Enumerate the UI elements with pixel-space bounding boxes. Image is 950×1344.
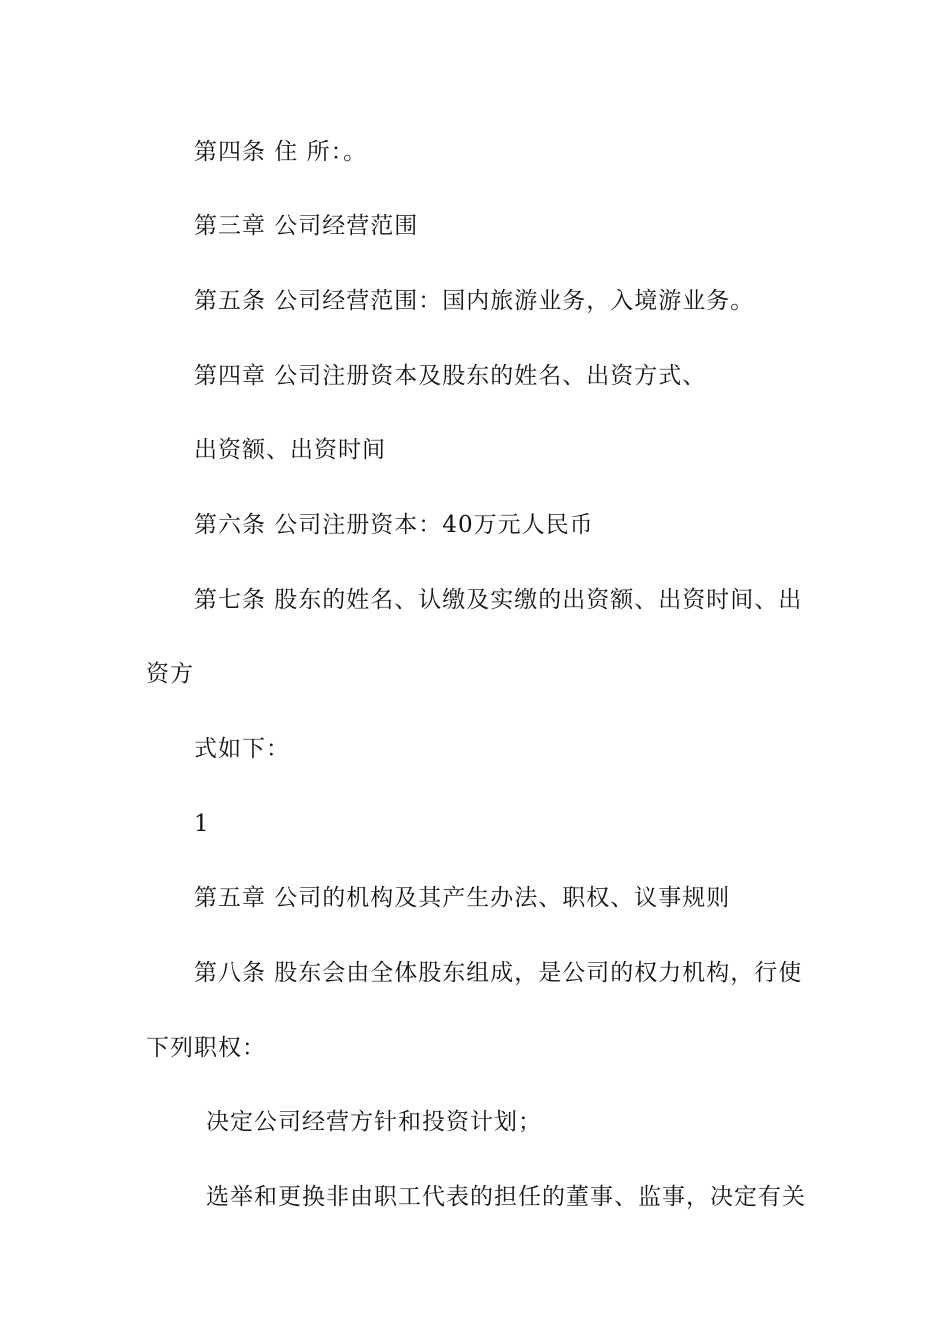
article-7-line-cont: 资方 — [146, 661, 194, 687]
page-number: 1 — [194, 811, 210, 837]
power-item-2: 选举和更换非由职工代表的担任的董事、监事，决定有关 — [206, 1184, 806, 1210]
article-8-line: 第八条 股东会由全体股东组成，是公司的权力机构，行使 — [194, 960, 803, 986]
chapter-4-heading: 第四章 公司注册资本及股东的姓名、出资方式、 — [194, 363, 707, 389]
article-8-line-cont: 下列职权： — [146, 1035, 266, 1061]
chapter-4-heading-cont: 出资额、出资时间 — [194, 437, 386, 463]
power-item-1: 决定公司经营方针和投资计划； — [206, 1109, 542, 1135]
chapter-3-heading: 第三章 公司经营范围 — [194, 213, 419, 239]
chapter-5-heading: 第五章 公司的机构及其产生办法、职权、议事规则 — [194, 885, 731, 911]
article-4-line: 第四条 住 所：。 — [194, 139, 368, 165]
article-6-line: 第六条 公司注册资本：40万元人民币 — [194, 512, 594, 538]
article-7-line: 第七条 股东的姓名、认缴及实缴的出资额、出资时间、出 — [194, 587, 803, 613]
article-7-line-cont-2: 式如下： — [194, 736, 290, 762]
article-5-line: 第五条 公司经营范围：国内旅游业务，入境游业务。 — [194, 288, 755, 314]
